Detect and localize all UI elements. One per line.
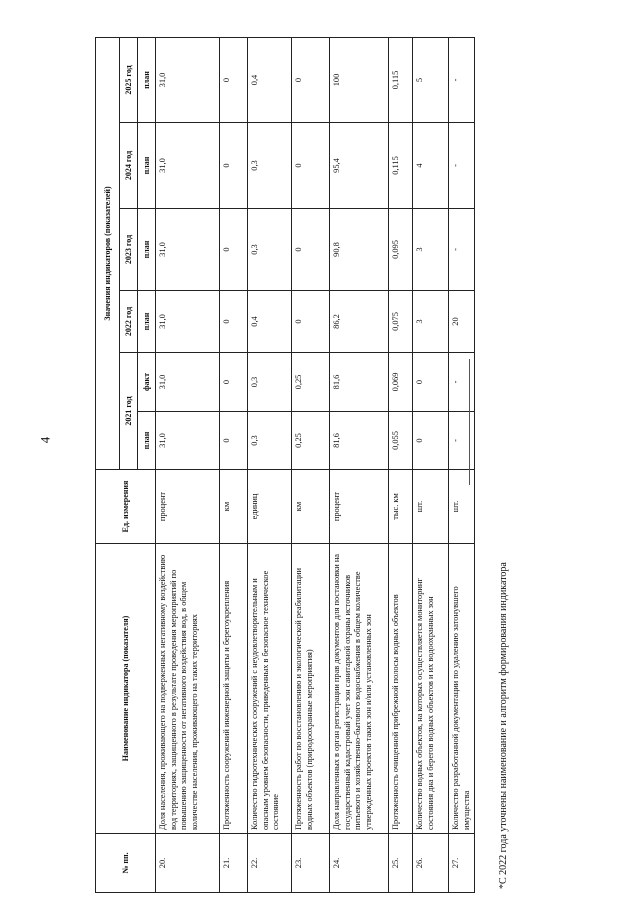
header-year-2025: 2025 год [120,37,138,122]
header-num: № пп. [96,834,156,893]
header-year-2021: 2021 год [120,353,138,470]
value-cell: 0 [292,209,330,291]
value-cell: 31,0 [156,209,220,291]
value-cell: 0,115 [389,37,413,122]
footnote: *С 2022 года уточнены наименование и алгоритм формирования индикатора [498,562,509,889]
value-cell: 0 [220,412,248,470]
header-plan: план [138,209,156,291]
value-cell: 0 [292,37,330,122]
unit-cell: единиц [248,470,292,544]
value-cell: 4 [413,123,449,209]
indicator-name-cell: Доля населения, проживающего на подверженных негативному воздействию вод территориях, защищенного в результате проведения мероприятий по повышению защищенности от негативного воздействия вод, в общем количестве населения, проживающего на таких территориях [156,544,220,834]
signature-line [469,359,470,485]
indicator-name-cell: Количество гидротехнических сооружений с неудовлетворительным и опасным уровнем безопасности, приведенных в безопасное техническое состояние [248,544,292,834]
row-number-cell: 27. [449,834,475,893]
value-cell: - [449,353,475,412]
header-year-2024: 2024 год [120,123,138,209]
value-cell: 0,095 [389,209,413,291]
header-name: Наименование индикатора (показателя) [96,544,156,834]
value-cell: - [449,37,475,122]
unit-cell: шт. [413,470,449,544]
header-plan: план [138,123,156,209]
header-values-group: Значения индикаторов (показателей) [96,37,120,469]
row-number-cell: 26. [413,834,449,893]
table-row [292,37,330,892]
table-row [449,37,475,892]
value-cell: 31,0 [156,123,220,209]
header-unit: Ед. измерения [96,470,156,544]
indicator-name-cell: Протяженность работ по восстановлению и экологической реабилитации водных объектов (природоохранные мероприятия) [292,544,330,834]
unit-cell: км [292,470,330,544]
value-cell: 31,0 [156,353,220,412]
value-cell: 3 [413,291,449,353]
row-number-cell: 21. [220,834,248,893]
rotated-content [95,38,509,893]
table-row [156,37,220,892]
header-fact: факт [138,353,156,412]
header-plan: план [138,291,156,353]
value-cell: 0,25 [292,412,330,470]
value-cell: - [449,209,475,291]
indicator-name-cell: Доля направленных в орган регистрации прав документов для постановки на государственный кадастровый учет зон санитарной охраны источников питьевого и хозяйственно-бытового водоснабжения в общем количестве утвержденных проектов таких зон и/или установленных зон [330,544,389,834]
unit-cell: тыс. км [389,470,413,544]
value-cell: 0,075 [389,291,413,353]
unit-cell: шт. [449,470,475,544]
indicator-name-cell: Протяженность сооружений инженерной защиты и берегоукрепления [220,544,248,834]
row-number-cell: 22. [248,834,292,893]
value-cell: 95,4 [330,123,389,209]
value-cell: 5 [413,37,449,122]
table-row [220,37,248,892]
unit-cell: процент [330,470,389,544]
value-cell: 0 [413,412,449,470]
indicators-table [95,37,475,893]
value-cell: 0 [413,353,449,412]
value-cell: 20 [449,291,475,353]
header-plan: план [138,412,156,470]
unit-cell: км [220,470,248,544]
value-cell: - [449,412,475,470]
unit-cell: процент [156,470,220,544]
value-cell: 0 [220,353,248,412]
value-cell: 0 [220,123,248,209]
row-number-cell: 24. [330,834,389,893]
value-cell: 31,0 [156,37,220,122]
table-row [413,37,449,892]
row-number-cell: 25. [389,834,413,893]
value-cell: 0 [220,209,248,291]
value-cell: 81,6 [330,412,389,470]
value-cell: 0 [220,37,248,122]
value-cell: 0 [220,291,248,353]
value-cell: 100 [330,37,389,122]
value-cell: 0,25 [292,353,330,412]
indicator-name-cell: Количество водных объектов, на которых осуществляется мониторинг состояния дна и берегов водных объектов и их водоохранных зон [413,544,449,834]
table-row [248,37,292,892]
value-cell: 90,8 [330,209,389,291]
indicator-name-cell: Протяженность очищенной прибрежной полосы водных объектов [389,544,413,834]
value-cell: 0 [292,123,330,209]
value-cell: 0,3 [248,123,292,209]
indicator-name-cell: Количество разработанной документации по удалению затонувшего имущества [449,544,475,834]
row-number-cell: 23. [292,834,330,893]
header-year-2022: 2022 год [120,291,138,353]
table-row [330,37,389,892]
value-cell: 3 [413,209,449,291]
page-number: 4 [37,436,53,444]
row-number-cell: 20. [156,834,220,893]
value-cell: 0,3 [248,412,292,470]
table-body [156,37,475,892]
value-cell: - [449,123,475,209]
table-row [389,37,413,892]
value-cell: 31,0 [156,291,220,353]
value-cell: 31,0 [156,412,220,470]
header-plan: план [138,37,156,122]
value-cell: 0 [292,291,330,353]
value-cell: 0,3 [248,353,292,412]
value-cell: 0,3 [248,209,292,291]
value-cell: 86,2 [330,291,389,353]
value-cell: 0,069 [389,353,413,412]
header-year-2023: 2023 год [120,209,138,291]
value-cell: 0,055 [389,412,413,470]
value-cell: 0,4 [248,291,292,353]
value-cell: 0,4 [248,37,292,122]
value-cell: 81,6 [330,353,389,412]
value-cell: 0,115 [389,123,413,209]
